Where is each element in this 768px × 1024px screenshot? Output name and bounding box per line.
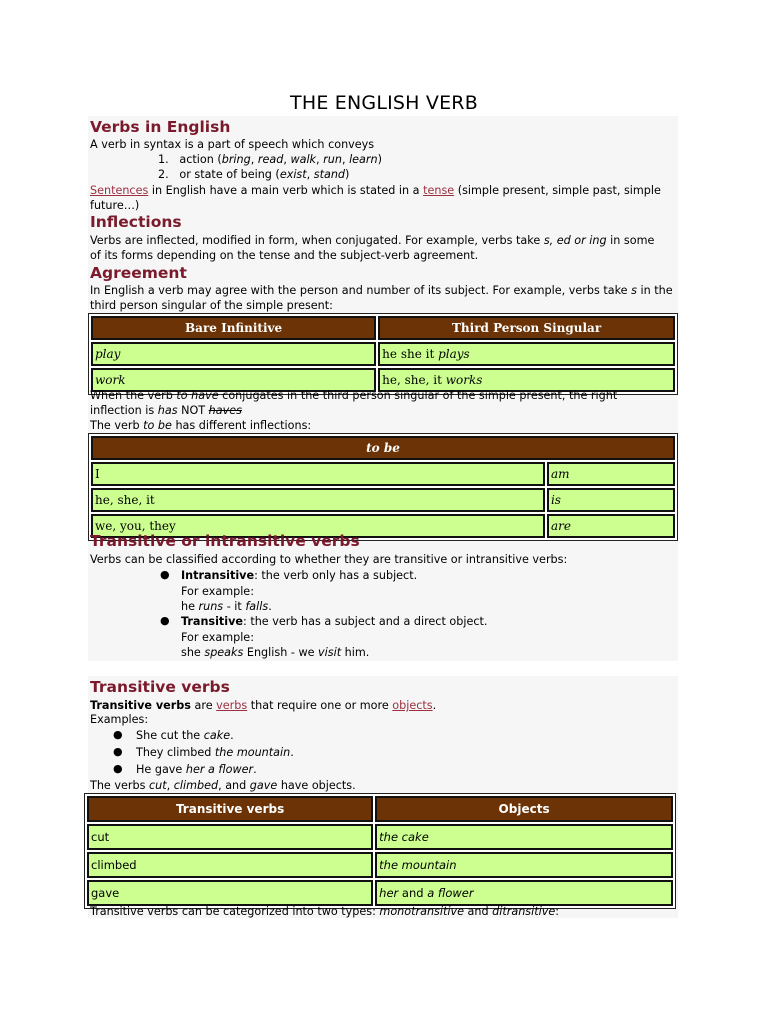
table-cell: am <box>547 462 675 486</box>
section-heading: Inflections <box>90 213 182 231</box>
list-item: Transitive: the verb has a subject and a direct object. <box>181 615 488 628</box>
paragraph: The verb to be has different inflections: <box>90 419 312 432</box>
tense-link[interactable]: tense <box>423 184 455 197</box>
paragraph: Transitive verbs can be categorized into two types: monotransitive and ditransitive: <box>90 905 559 918</box>
table-cell: climbed <box>87 852 373 878</box>
list-item: They climbed the mountain. <box>136 746 294 759</box>
table-cell: are <box>547 514 675 538</box>
table-cell: he she it plays <box>378 342 675 366</box>
paragraph: For example: <box>181 631 254 644</box>
table-cell: gave <box>87 880 373 906</box>
table-header: Third Person Singular <box>378 316 675 340</box>
section-heading: Verbs in English <box>90 118 231 136</box>
table-cell: we, you, they <box>91 514 545 538</box>
table-cell: work <box>91 368 376 392</box>
paragraph: The verbs cut, climbed, and gave have objects. <box>90 779 356 792</box>
bullet-icon: ● <box>113 762 123 775</box>
page-title: THE ENGLISH VERB <box>290 92 478 114</box>
list-item: 1. action (bring, read, walk, run, learn) <box>158 153 382 166</box>
table-row <box>87 852 673 878</box>
list-item: 2. or state of being (exist, stand) <box>158 168 350 181</box>
paragraph: inflection is has NOT haves <box>90 404 242 417</box>
list-item: He gave her a flower. <box>136 763 257 776</box>
paragraph: Examples: <box>90 713 149 726</box>
bullet-icon: ● <box>113 745 123 758</box>
paragraph: she speaks English - we visit him. <box>181 646 370 659</box>
list-item: Intransitive: the verb only has a subject. <box>181 569 418 582</box>
transitive-verbs-table <box>84 793 676 909</box>
table-cell: the cake <box>375 824 673 850</box>
list-item: She cut the cake. <box>136 729 234 742</box>
paragraph: A verb in syntax is a part of speech which conveys <box>90 138 375 151</box>
paragraph: In English a verb may agree with the person and number of its subject. For example, verbs take s in the <box>90 284 673 297</box>
paragraph: future…) <box>90 199 140 212</box>
paragraph: he runs - it falls. <box>181 600 272 613</box>
bullet-icon: ● <box>113 728 123 741</box>
table-header: Bare Infinitive <box>91 316 376 340</box>
table-cell: I <box>91 462 545 486</box>
to-be-table <box>88 433 678 541</box>
table-row <box>91 342 675 366</box>
table-row <box>87 824 673 850</box>
sentences-link[interactable]: Sentences <box>90 184 149 197</box>
table-header: to be <box>91 436 675 460</box>
inflection-table <box>88 313 678 395</box>
paragraph: Verbs are inflected, modified in form, when conjugated. For example, verbs take s, ed or ing in some <box>90 234 655 247</box>
section-heading: Agreement <box>90 264 187 282</box>
table-row <box>91 462 675 486</box>
section-heading: Transitive verbs <box>90 678 230 696</box>
table-cell: he, she, it <box>91 488 545 512</box>
table-header: Transitive verbs <box>87 796 373 822</box>
paragraph: of its forms depending on the tense and the subject-verb agreement. <box>90 249 479 262</box>
section-heading: Transitive or intransitive verbs <box>90 532 360 550</box>
table-cell: cut <box>87 824 373 850</box>
table-row <box>87 880 673 906</box>
paragraph: Sentences in English have a main verb which is stated in a tense (simple present, simple past, simple <box>90 184 661 197</box>
verbs-link[interactable]: verbs <box>216 699 248 712</box>
bullet-icon: ● <box>160 568 170 581</box>
table-row <box>91 488 675 512</box>
paragraph: When the verb to have conjugates in the third person singular of the simple present, the right <box>90 389 618 402</box>
table-cell: the mountain <box>375 852 673 878</box>
table-cell: play <box>91 342 376 366</box>
table-cell: he, she, it works <box>378 368 675 392</box>
table-cell: her and a flower <box>375 880 673 906</box>
paragraph: Verbs can be classified according to whether they are transitive or intransitive verbs: <box>90 553 568 566</box>
paragraph: third person singular of the simple present: <box>90 299 333 312</box>
table-cell: is <box>547 488 675 512</box>
paragraph: For example: <box>181 585 254 598</box>
paragraph: Transitive verbs are verbs that require one or more objects. <box>90 699 437 712</box>
table-header: Objects <box>375 796 673 822</box>
objects-link[interactable]: objects <box>392 699 433 712</box>
bullet-icon: ● <box>160 614 170 627</box>
